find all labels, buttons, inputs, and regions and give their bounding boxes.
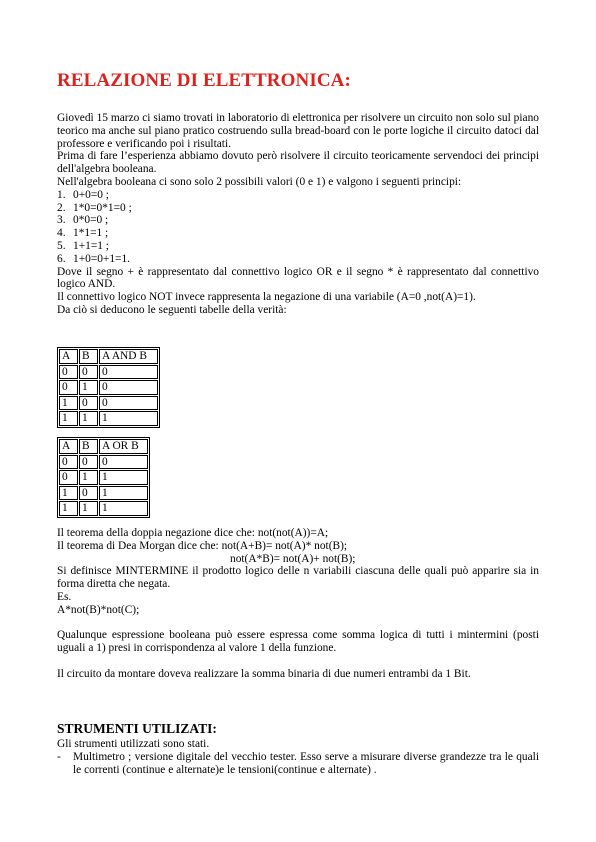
table-row bbox=[59, 365, 158, 380]
list-item bbox=[57, 189, 539, 202]
list-text: 0*0=0 ; bbox=[73, 214, 109, 227]
list-number: 2. bbox=[57, 201, 66, 214]
table-cell: 1 bbox=[79, 411, 98, 426]
list-item bbox=[57, 214, 539, 227]
operators-paragraph: Dove il segno + è rappresentato dal connettivo logico OR e il segno * è rappresentato dal connettivo logico AND. bbox=[57, 265, 539, 291]
table-row bbox=[59, 380, 158, 395]
mintermine-definition: Si definisce MINTERMINE il prodotto logico delle n variabili ciascuna delle quali può apparire sia in forma diretta che negata. bbox=[57, 565, 539, 591]
column-header: A OR B bbox=[99, 439, 148, 454]
tables-intro: Da ciò si deducono le seguenti tabelle della verità: bbox=[57, 303, 287, 316]
table-row bbox=[59, 486, 148, 501]
or-truth-table bbox=[57, 437, 150, 518]
table-cell: 0 bbox=[99, 365, 158, 380]
table-header-row bbox=[59, 349, 158, 364]
and-truth-table bbox=[57, 347, 160, 428]
principles-list bbox=[57, 189, 539, 266]
list-text: 1+0=0+1=1. bbox=[73, 252, 131, 265]
table-row bbox=[59, 470, 148, 485]
table-cell: 1 bbox=[79, 470, 98, 485]
tools-intro: Gli strumenti utilizzati sono stati. bbox=[57, 738, 210, 750]
list-dash: - bbox=[57, 750, 61, 763]
intro-paragraph-1: Giovedì 15 marzo ci siamo trovati in laboratorio di elettronica per risolvere un circuito non solo sul piano teorico ma anche sul piano pratico costruendo sulla bread-board con le porte logiche il circuito datoci dal professore e verificando poi i risultati. bbox=[57, 112, 539, 150]
table-row bbox=[59, 501, 148, 516]
column-header: B bbox=[79, 439, 98, 454]
list-text: 1*1=1 ; bbox=[73, 227, 109, 240]
table-cell: 0 bbox=[99, 455, 148, 470]
document-title: RELAZIONE DI ELETTRONICA: bbox=[57, 70, 351, 91]
table-cell: 1 bbox=[59, 501, 78, 516]
column-header: A bbox=[59, 349, 78, 364]
not-paragraph: Il connettivo logico NOT invece rappresenta la negazione di una variabile (A=0 ,not(A)=1). bbox=[57, 291, 476, 304]
table-cell: 1 bbox=[59, 411, 78, 426]
circuit-paragraph: Il circuito da montare doveva realizzare la somma binaria di due numeri entrambi da 1 Bit. bbox=[57, 667, 471, 680]
table-cell: 1 bbox=[99, 470, 148, 485]
example-value: A*not(B)*not(C); bbox=[57, 603, 140, 616]
spacer bbox=[57, 617, 539, 630]
table-cell: 0 bbox=[79, 396, 98, 411]
list-item bbox=[57, 751, 539, 777]
table-cell: 1 bbox=[99, 501, 148, 516]
list-number: 6. bbox=[57, 252, 66, 265]
list-number: 5. bbox=[57, 239, 66, 252]
de-morgan-theorem-2: not(A*B)= not(A)+ not(B); bbox=[230, 552, 356, 565]
column-header: A AND B bbox=[99, 349, 158, 364]
list-item bbox=[57, 240, 539, 253]
table-cell: 1 bbox=[99, 486, 148, 501]
table-cell: 0 bbox=[79, 455, 98, 470]
table-cell: 0 bbox=[79, 365, 98, 380]
table-row bbox=[59, 411, 158, 426]
table-header-row bbox=[59, 439, 148, 454]
list-text: 1+1=1 ; bbox=[73, 239, 109, 252]
column-header: B bbox=[79, 349, 98, 364]
table-cell: 1 bbox=[59, 486, 78, 501]
list-item bbox=[57, 202, 539, 215]
boolean-expression-paragraph: Qualunque espressione booleana può essere espressa come somma logica di tutti i mintermini (posti uguali a 1) presi in corrispondenza al valore 1 della funzione. bbox=[57, 629, 539, 655]
double-negation-theorem: Il teorema della doppia negazione dice che: not(not(A))=A; bbox=[57, 527, 329, 539]
table-cell: 0 bbox=[59, 365, 78, 380]
list-text: 0+0=0 ; bbox=[73, 188, 109, 201]
table-cell: 1 bbox=[79, 380, 98, 395]
list-number: 1. bbox=[57, 188, 66, 201]
list-text: 1*0=0*1=0 ; bbox=[73, 201, 132, 214]
column-header: A bbox=[59, 439, 78, 454]
de-morgan-theorem-1: Il teorema di Dea Morgan dice che: not(A+B)= not(A)* not(B); bbox=[57, 539, 348, 552]
intro-section bbox=[57, 112, 539, 317]
table-cell: 0 bbox=[59, 455, 78, 470]
table-cell: 0 bbox=[79, 486, 98, 501]
list-text: Multimetro ; versione digitale del vecchio tester. Esso serve a misurare diverse grandezze tra le quali le correnti (continue e alternate)e le tensioni(continue e alternate) . bbox=[73, 750, 539, 776]
tools-heading: STRUMENTI UTILIZATI: bbox=[57, 721, 217, 736]
table-cell: 0 bbox=[99, 380, 158, 395]
table-cell: 1 bbox=[79, 501, 98, 516]
example-label: Es. bbox=[57, 590, 72, 603]
list-number: 3. bbox=[57, 214, 66, 227]
table-cell: 1 bbox=[59, 396, 78, 411]
theorems-section bbox=[57, 527, 539, 681]
list-item bbox=[57, 253, 539, 266]
table-cell: 0 bbox=[59, 470, 78, 485]
tools-section bbox=[57, 738, 539, 776]
table-cell: 0 bbox=[99, 396, 158, 411]
spacer bbox=[57, 655, 539, 668]
intro-paragraph-3: Nell'algebra booleana ci sono solo 2 possibili valori (0 e 1) e valgono i seguenti principi: bbox=[57, 175, 462, 188]
table-row bbox=[59, 455, 148, 470]
intro-paragraph-2: Prima di fare l’esperienza abbiamo dovuto però risolvere il circuito teoricamente servendoci dei principi dell'algebra booleana. bbox=[57, 150, 539, 176]
table-row bbox=[59, 396, 158, 411]
table-cell: 1 bbox=[99, 411, 158, 426]
list-number: 4. bbox=[57, 227, 66, 240]
list-item bbox=[57, 227, 539, 240]
table-cell: 0 bbox=[59, 380, 78, 395]
